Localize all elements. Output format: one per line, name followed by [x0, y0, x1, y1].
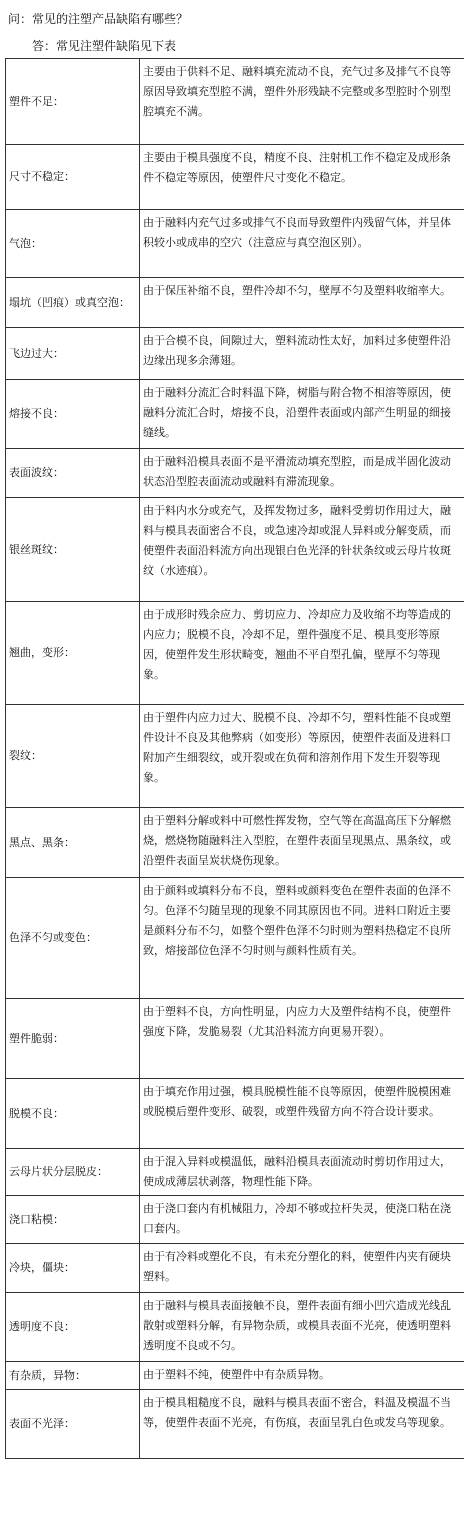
defect-name: 尺寸不稳定： — [6, 145, 140, 210]
defect-name: 翘曲，变形： — [6, 602, 140, 705]
table-row — [6, 59, 464, 145]
defect-description: 由于合模不良，间隙过大，塑料流动性太好，加料过多使塑件沿边缘出现多余薄翅。 — [140, 328, 464, 380]
defect-name: 塌坑（凹痕）或真空泡： — [6, 278, 140, 328]
table-row — [6, 278, 464, 328]
defect-description: 由于浇口套内有机械阻力，冷却不够或拉杆失灵，使浇口粘在浇口套内。 — [140, 1196, 464, 1244]
defect-name: 云母片状分层脱皮： — [6, 1149, 140, 1196]
defect-description: 由于保压补缩不良，塑件冷却不匀，壁厚不匀及塑料收缩率大。 — [140, 278, 464, 328]
defect-description: 主要由于供料不足、融料填充流动不良，充气过多及排气不良等原因导致填充型腔不满，塑件外形残缺不完整或多型腔时个别型腔填充不满。 — [140, 59, 464, 145]
defect-table — [5, 58, 464, 1459]
table-row — [6, 1149, 464, 1196]
defect-description: 由于颜料或填料分布不良，塑料或颜料变色在塑件表面的色泽不匀。色泽不匀随呈现的现象不同其原因也不同。进料口附近主要是颜料分布不匀，如整个塑件色泽不匀时则为塑料热稳定不良所致，熔接部位色泽不匀时则与颜料性质有关。 — [140, 878, 464, 999]
defect-name: 黑点、黑条： — [6, 808, 140, 878]
table-row — [6, 210, 464, 278]
table-row — [6, 1196, 464, 1244]
defect-description: 由于模具粗糙度不良，融料与模具表面不密合，料温及模温不当等，使塑件表面不光亮，有伤痕，表面呈乳白色或发乌等现象。 — [140, 1390, 464, 1459]
defect-name: 熔接不良： — [6, 380, 140, 449]
table-row — [6, 498, 464, 602]
defect-description: 由于塑料不良，方向性明显，内应力大及塑件结构不良，使塑件强度下降，发脆易裂（尤其沿料流方向更易开裂）。 — [140, 999, 464, 1079]
defect-description: 由于融料沿模具表面不是平滑流动填充型腔，而是成半固化波动状态沿型腔表面流动或融料有滞流现象。 — [140, 449, 464, 498]
defect-name: 浇口粘模： — [6, 1196, 140, 1244]
table-row — [6, 449, 464, 498]
defect-name: 气泡： — [6, 210, 140, 278]
defect-description: 由于填充作用过强，模具脱模性能不良等原因，使塑件脱模困难或脱模后塑件变形、破裂，或塑件残留方向不符合设计要求。 — [140, 1079, 464, 1149]
defect-name: 裂纹： — [6, 705, 140, 808]
table-row — [6, 602, 464, 705]
defect-name: 脱模不良： — [6, 1079, 140, 1149]
defect-name: 表面波纹： — [6, 449, 140, 498]
defect-description: 由于混入异料或模温低，融料沿模具表面流动时剪切作用过大，使成成薄层状剥落，物理性能下降。 — [140, 1149, 464, 1196]
defect-name: 表面不光泽： — [6, 1390, 140, 1459]
table-row — [6, 1244, 464, 1293]
defect-description: 由于融料与模具表面接触不良，塑件表面有细小凹穴造成光线乱散射或塑料分解，有异物杂质，或模具表面不光亮，使透明塑料透明度不良或不匀。 — [140, 1293, 464, 1362]
defect-description: 由于有冷料或塑化不良，有未充分塑化的料，使塑件内夹有硬块塑料。 — [140, 1244, 464, 1293]
defect-name: 冷块，僵块： — [6, 1244, 140, 1293]
table-row — [6, 1390, 464, 1459]
defect-description: 由于融料内充气过多或排气不良而导致塑件内残留气体，并呈体积较小或成串的空穴（注意应与真空泡区别）。 — [140, 210, 464, 278]
table-row — [6, 1362, 464, 1390]
defect-description: 由于塑料分解或料中可燃性挥发物，空气等在高温高压下分解燃烧，燃烧物随融料注入型腔，在塑件表面呈现黑点、黑条纹，或沿塑件表面呈炭状烧伤现象。 — [140, 808, 464, 878]
table-row — [6, 705, 464, 808]
defect-name: 透明度不良： — [6, 1293, 140, 1362]
defect-name: 有杂质，异物： — [6, 1362, 140, 1390]
table-row — [6, 145, 464, 210]
defect-description: 由于融料分流汇合时料温下降，树脂与附合物不相溶等原因，使融料分流汇合时，熔接不良，沿塑件表面或内部产生明显的细接缝线。 — [140, 380, 464, 449]
defect-description: 由于成形时残余应力、剪切应力、冷却应力及收缩不均等造成的内应力；脱模不良，冷却不足，塑件强度不足、模具变形等原因，使塑件发生形状畸变，翘曲不平自型孔偏，壁厚不匀等现象。 — [140, 602, 464, 705]
answer-text: 答：常见注塑件缺陷见下表 — [32, 39, 177, 53]
defect-name: 飞边过大： — [6, 328, 140, 380]
defect-name: 塑件脆弱： — [6, 999, 140, 1079]
table-row — [6, 1293, 464, 1362]
defect-name: 色泽不匀或变色： — [6, 878, 140, 999]
table-row — [6, 328, 464, 380]
defect-description: 由于料内水分或充气，及挥发物过多，融料受剪切作用过大，融料与模具表面密合不良，或急速冷却或混人异料或分解变质，而使塑件表面沿料流方向出现银白色光泽的针状条纹或云母片妆斑纹（水迹痕）。 — [140, 498, 464, 602]
table-row — [6, 1079, 464, 1149]
table-row — [6, 878, 464, 999]
table-row — [6, 380, 464, 449]
defect-description: 由于塑料不纯，使塑件中有杂质异物。 — [140, 1362, 464, 1390]
question-text: 问：常见的注塑产品缺陷有哪些？ — [8, 12, 189, 26]
defect-description: 主要由于模具强度不良，精度不良、注射机工作不稳定及成形条件不稳定等原因，使塑件尺寸变化不稳定。 — [140, 145, 464, 210]
table-row — [6, 808, 464, 878]
defect-description: 由于塑件内应力过大、脱模不良、冷却不匀，塑料性能不良或塑件设计不良及其他弊病（如变形）等原因，使塑件表面及进料口附加产生细裂纹，或开裂或在负荷和溶剂作用下发生开裂等现象。 — [140, 705, 464, 808]
table-row — [6, 999, 464, 1079]
defect-name: 塑件不足： — [6, 59, 140, 145]
defect-name: 银丝斑纹： — [6, 498, 140, 602]
